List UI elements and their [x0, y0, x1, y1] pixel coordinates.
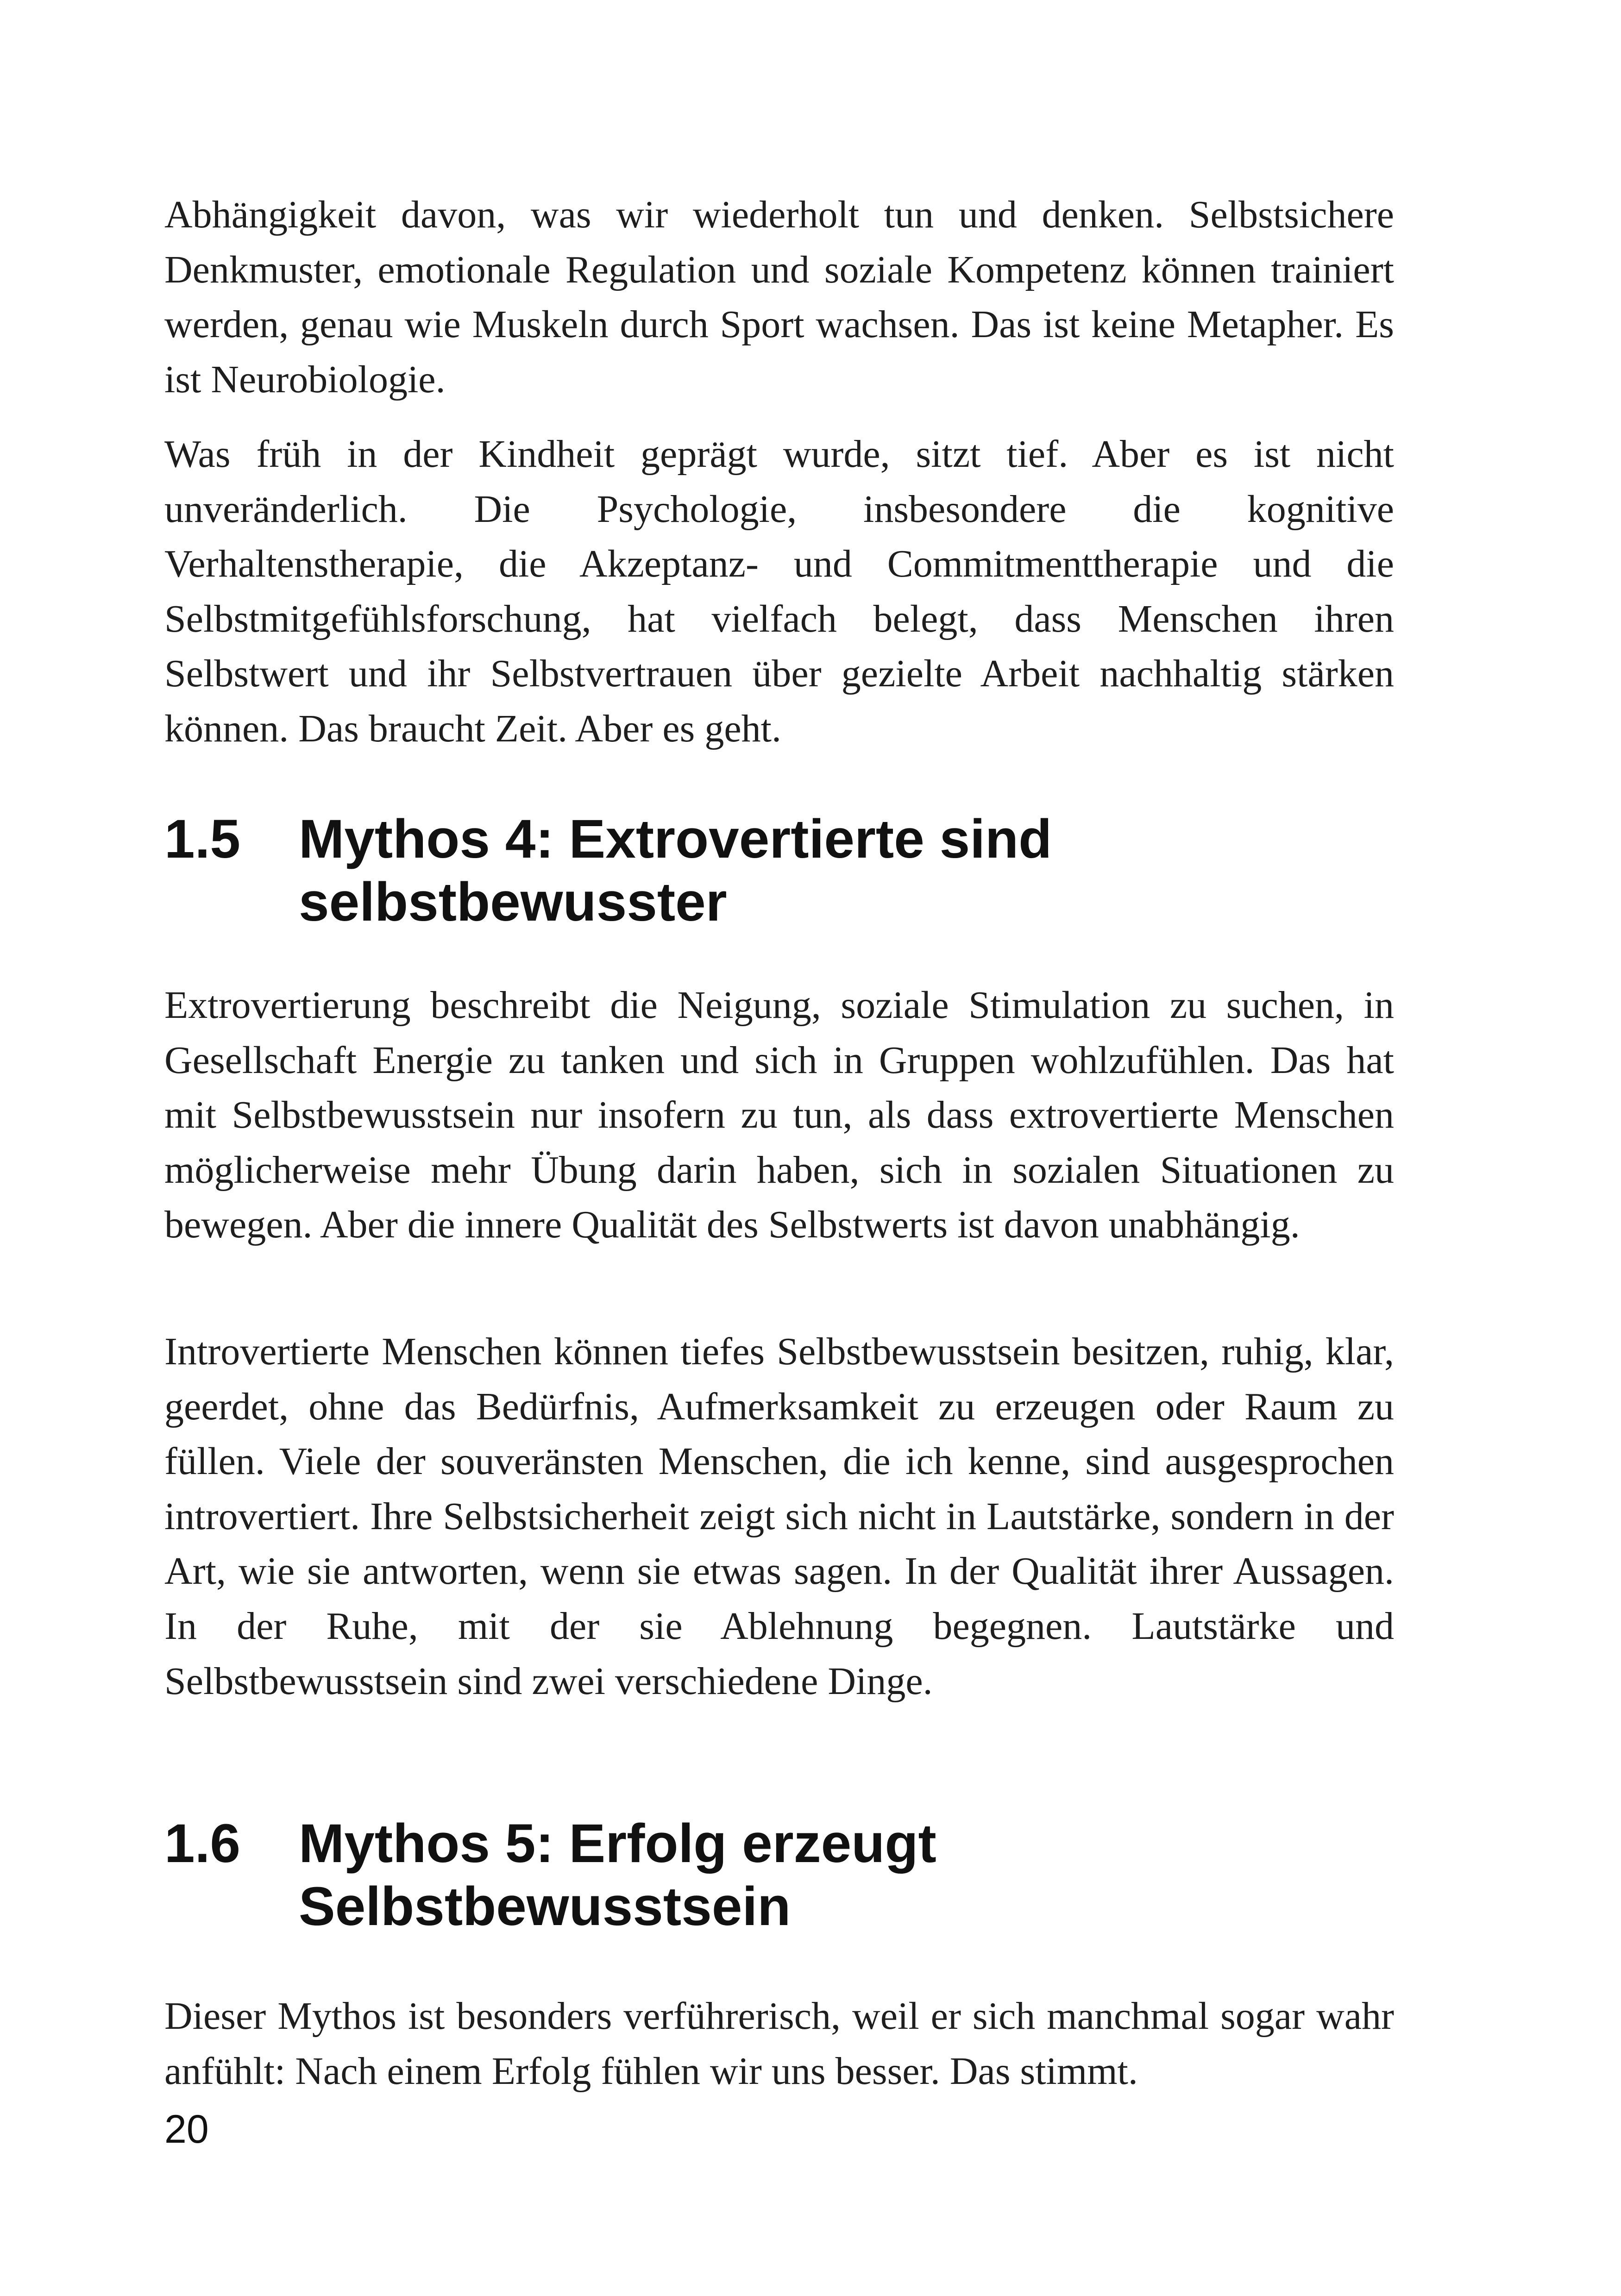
section-number: 1.5: [164, 809, 241, 870]
paragraph-extrovertierung: Extrovertierung beschreibt die Neigung, soziale Stimulation zu suchen, in Gesellschaft Energie zu tanken und sich in Gruppen wohlzufühlen. Das hat mit Selbstbewusstsein nur insofern zu tun, als dass extrovertierte Menschen möglicherweise mehr Übung darin haben, sich in sozialen Situationen zu bewegen. Aber die innere Qualität des Selbstwerts ist davon unabhängig.: [164, 984, 1394, 1247]
section-number: 1.6: [164, 1813, 241, 1874]
section-title: Mythos 5: Erfolg erzeugt Selbstbewusstsein: [299, 1813, 936, 1937]
paragraph-erfolg: Dieser Mythos ist besonders verführerisch, weil er sich manchmal sogar wahr anfühlt: Nach einem Erfolg fühlen wir uns besser. Das stimmt.: [164, 1995, 1394, 2093]
paragraph-introvertierte: Introvertierte Menschen können tiefes Selbstbewusstsein besitzen, ruhig, klar, geerdet, ohne das Bedürfnis, Aufmerksamkeit zu erzeugen oder Raum zu füllen. Viele der souveränsten Menschen, die ich kenne, sind ausgesprochen introvertiert. Ihre Selbstsicherheit zeigt sich nicht in Lautstärke, sondern in der Art, wie sie antworten, wenn sie etwas sagen. In der Qualität ihrer Aussagen. In der Ruhe, mit der sie Ablehnung begegnen. Lautstärke und Selbstbewusstsein sind zwei verschiedene Dinge.: [164, 1330, 1394, 1703]
section-title: Mythos 4: Extrovertierte sind selbstbewusster: [299, 809, 1052, 933]
paragraph-neurobiologie: Abhängigkeit davon, was wir wiederholt tun und denken. Selbstsichere Denkmuster, emotionale Regulation und soziale Kompetenz können trainiert werden, genau wie Muskeln durch Sport wachsen. Das ist keine Metapher. Es ist Neurobiologie.: [164, 193, 1394, 401]
page-number: 20: [164, 2107, 209, 2152]
paragraph-kindheit: Was früh in der Kindheit geprägt wurde, sitzt tief. Aber es ist nicht unveränderlich. Die Psychologie, insbesondere die kognitive Verhaltenstherapie, die Akzeptanz- und Commitmenttherapie und die Selbstmitgefühlsforschung, hat vielfach belegt, dass Menschen ihren Selbstwert und ihr Selbstvertrauen über gezielte Arbeit nachhaltig stärken können. Das braucht Zeit. Aber es geht.: [164, 433, 1394, 750]
